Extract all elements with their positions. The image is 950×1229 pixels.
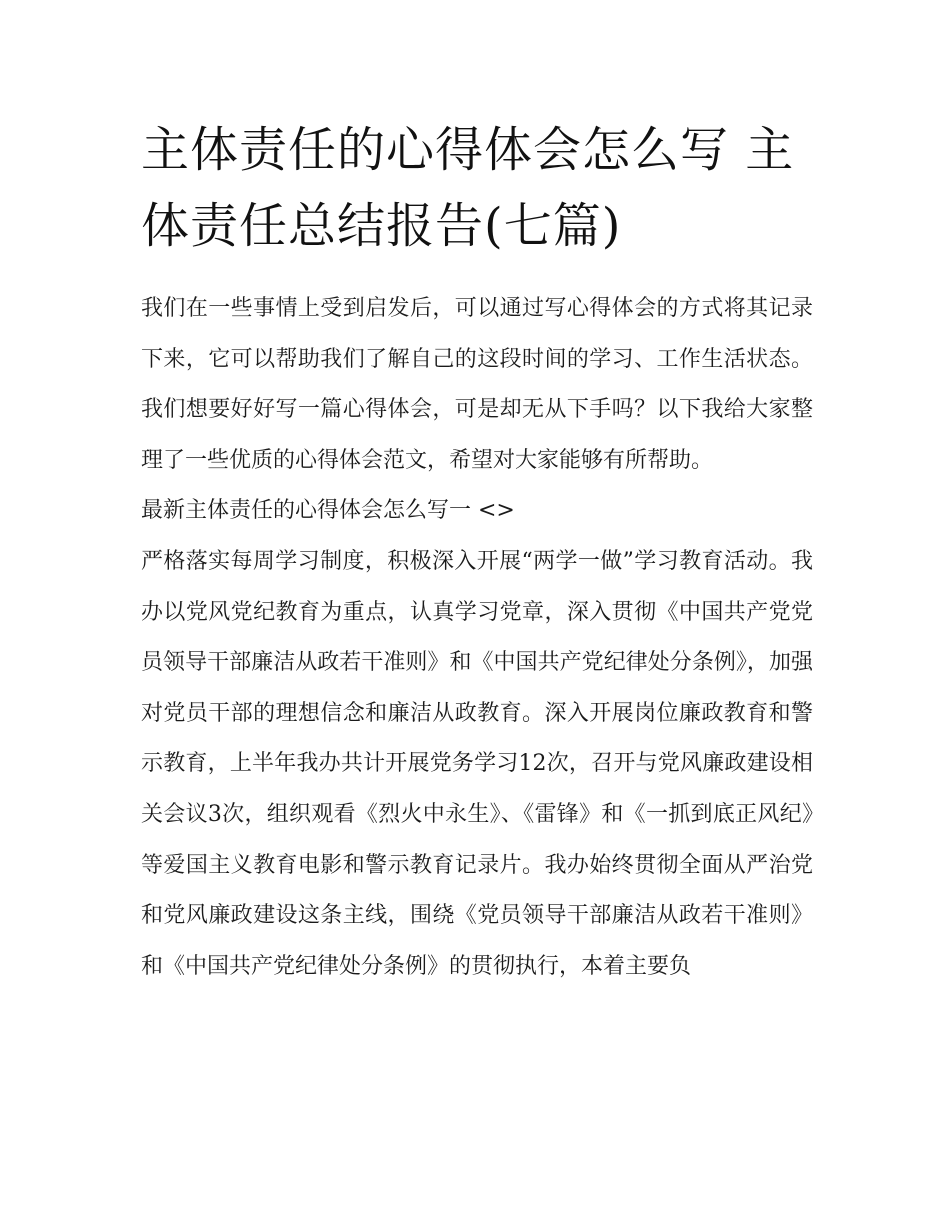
intro-paragraph: 我们在一些事情上受到启发后，可以通过写心得体会的方式将其记录下来，它可以帮助我们了解自己的这段时间的学习、工作生活状态。我们想要好好写一篇心得体会，可是却无从下手吗？以下我给大家整理了一些优质的心得体会范文，希望对大家能够有所帮助。 (141, 296, 813, 473)
document-title: 主体责任的心得体会怎么写 主体责任总结报告(七篇) (141, 122, 795, 254)
document-page (141, 112, 813, 992)
section-heading: 最新主体责任的心得体会怎么写一 <> (141, 498, 515, 524)
section-body-paragraph: 严格落实每周学习制度，积极深入开展“两学一做”学习教育活动。我办以党风党纪教育为重点，认真学习党章，深入贯彻《中国共产党党员领导干部廉洁从政若干准则》和《中国共产党纪律处分条例》，加强对党员干部的理想信念和廉洁从政教育。深入开展岗位廉政教育和警示教育，上半年我办共计开展党务学习12次，召开与党风廉政建设相关会议3次，组织观看《烈火中永生》、《雷锋》和《一抓到底正风纪》等爱国主义教育电影和警示教育记录片。我办始终贯彻全面从严治党和党风廉政建设这条主线，围绕《党员领导干部廉洁从政若干准则》和《中国共产党纪律处分条例》的贯彻执行，本着主要负 (141, 548, 813, 979)
